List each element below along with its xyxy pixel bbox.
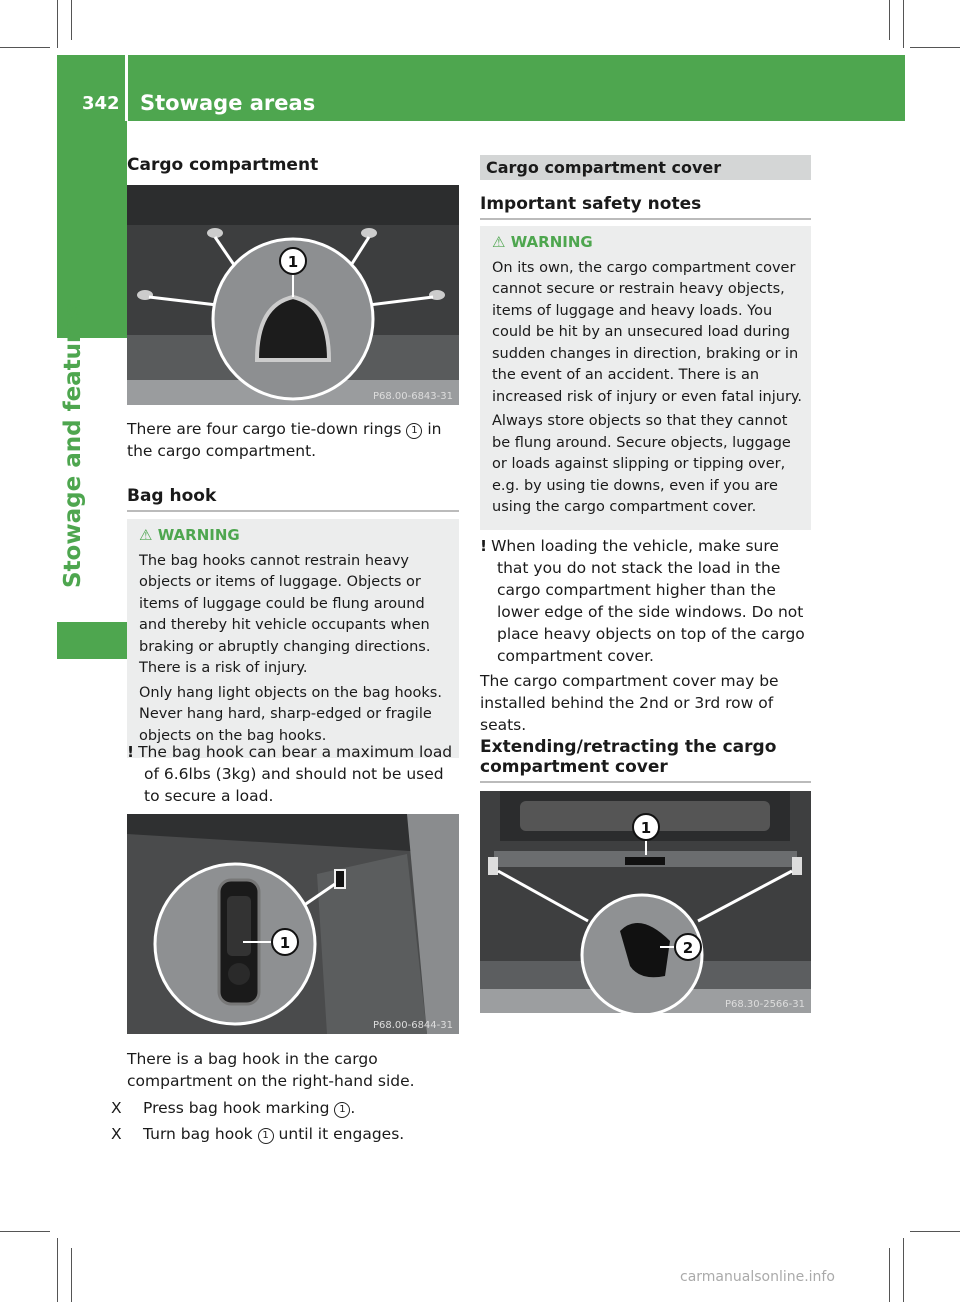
warning-text: Always store objects so that they cannot be flung around. Secure objects, luggage or loads against slipping or tipping over, e.g. by using tie downs, even if you are using the cargo compartment cover. [492,413,791,515]
image-reference: P68.00-6844-31 [372,1020,453,1031]
step-text: until it engages. [278,1125,405,1143]
warning-label: WARNING [157,526,240,544]
step-arrow-icon: X [111,1125,122,1143]
step-text: Turn bag hook [143,1125,253,1143]
image-reference: P68.30-2566-31 [724,999,805,1010]
crop-mark [889,0,890,40]
step-text: . [350,1099,356,1117]
callout-1: 1 [640,819,652,837]
callout-2: 2 [682,939,694,957]
warning-label: WARNING [510,233,593,251]
warning-box-cargo-cover [480,226,811,530]
heading-safety-notes: Important safety notes [480,194,811,220]
callout-1-marker: 1 [406,423,422,439]
side-tab-marker [57,622,127,659]
crop-mark [903,1238,904,1302]
warning-triangle-icon: ⚠ [139,526,153,544]
cargo-tie-down-image [127,185,459,405]
note-text: The bag hook can bear a maximum load of 6.6lbs (3kg) and should not be used to secure a load. [138,743,453,805]
note-loading [480,535,811,667]
bag-hook-illustration [127,814,459,1034]
crop-mark [910,47,960,48]
callout-1-marker: 1 [258,1128,274,1144]
crop-mark [71,1248,72,1302]
heading-extending-cover: Extending/retracting the cargo compartment cover [480,737,811,783]
text-part: in the cargo compartment. [127,420,442,460]
callout-1-marker: 1 [334,1102,350,1118]
crop-mark [0,47,50,48]
heading-cargo-compartment: Cargo compartment [127,155,319,175]
note-text: When loading the vehicle, make sure that you do not stack the load in the cargo compartment higher than the lower edge of the side windows. Do not place heavy objects on top of the cargo compartment cover. [491,537,805,665]
side-section-label: Stowage and features [60,302,86,588]
cargo-cover-text: The cargo compartment cover may be installed behind the 2nd or 3rd row of seats. [480,672,779,734]
note-exclamation-icon: ! [480,537,488,555]
text-part: There are four cargo tie-down rings [127,420,402,438]
page-number: 342 [82,93,120,114]
warning-text: Only hang light objects on the bag hooks. Never hang hard, sharp-edged or fragile objects on the bag hooks. [139,684,442,744]
image-reference: P68.00-6843-31 [372,391,453,402]
watermark: carmanualsonline.info [680,1269,835,1285]
note-exclamation-icon: ! [127,743,135,761]
crop-mark [0,1231,50,1232]
warning-triangle-icon: ⚠ [492,233,506,251]
crop-mark [903,0,904,48]
warning-text: On its own, the cargo compartment cover cannot secure or restrain heavy objects, items of luggage and heavy loads. You could be hit by an unsecured load during sudden changes in direction, braking or in the event of an accident. There is an increased risk of injury or even fatal injury. [492,259,803,405]
cargo-tie-down-text [127,418,459,462]
crop-mark [889,1248,890,1302]
cargo-tie-down-illustration [127,185,459,405]
warning-text: The bag hooks cannot restrain heavy objects or items of luggage. Objects or items of luggage could be flung around and thereby hit vehicle occupants when braking or abruptly changing directions. There is a risk of injury. [139,552,431,676]
cargo-cover-image [480,791,811,1013]
warning-title [492,232,803,254]
warning-title [139,525,451,547]
heading-bag-hook: Bag hook [127,486,459,512]
bag-hook-image [127,814,459,1034]
callout-1: 1 [279,934,291,952]
step-arrow-icon: X [111,1099,122,1117]
step-turn-hook [111,1123,459,1145]
crop-mark [910,1231,960,1232]
chapter-title: Stowage areas [140,91,316,115]
step-press-marking [111,1097,459,1119]
section-bar-cargo-cover: Cargo compartment cover [480,155,811,180]
warning-box-bag-hook [127,519,459,758]
step-text: Press bag hook marking [143,1099,330,1117]
crop-mark [71,0,72,40]
header-separator [125,55,128,121]
crop-mark [57,0,58,48]
callout-1: 1 [287,253,299,271]
note-bag-hook-load [127,741,459,807]
cargo-cover-illustration [480,791,811,1013]
left-column [127,155,459,175]
bag-hook-text: There is a bag hook in the cargo compartment on the right-hand side. [127,1050,415,1090]
crop-mark [57,1238,58,1302]
